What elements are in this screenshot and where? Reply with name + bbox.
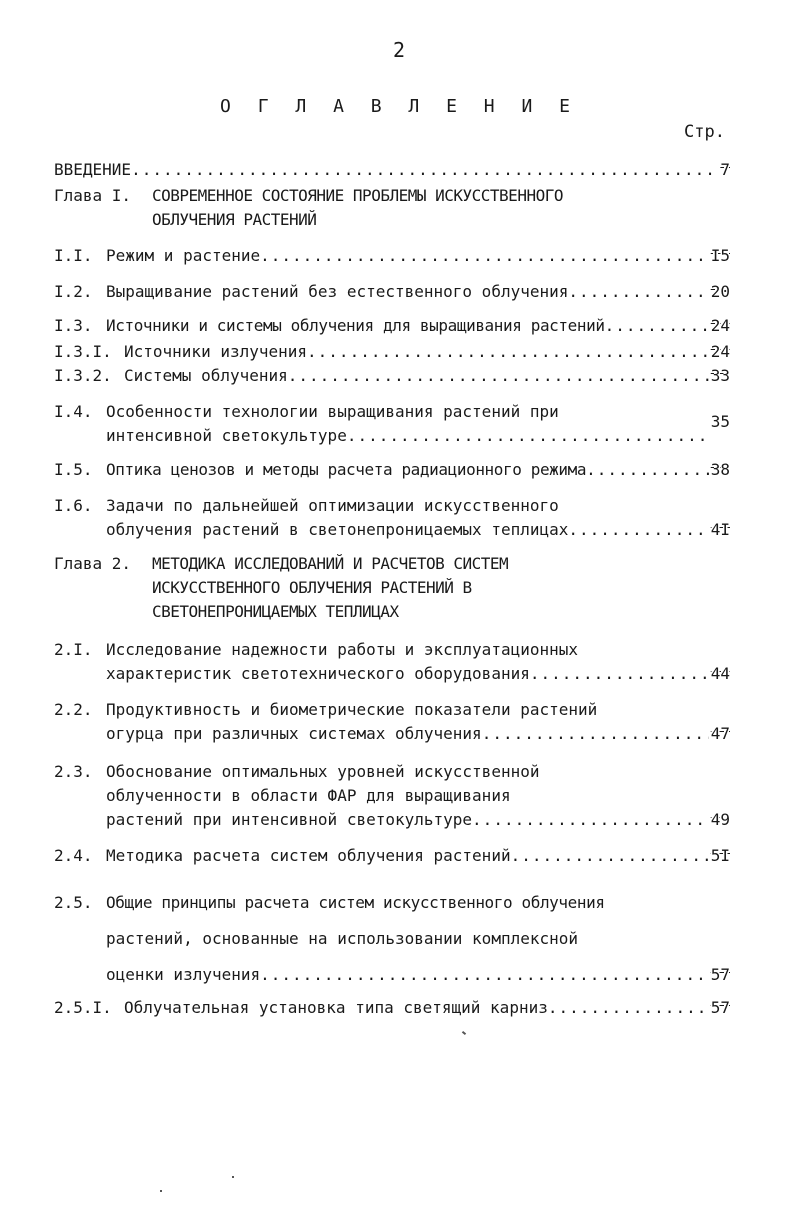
toc-entry-1-4 [54, 400, 730, 448]
entry-title: Оптика ценозов и методы расчета радиационного режима [106, 460, 587, 479]
entry-page: 24 [710, 342, 730, 361]
entry-page: 47 [710, 724, 730, 743]
toc-entry-1-3-2 [54, 364, 730, 388]
chapter-title-line: СВЕТОНЕПРОНИЦАЕМЫХ ТЕПЛИЦАХ [152, 602, 399, 621]
entry-number: 2.I. [54, 640, 93, 659]
dot-leader [307, 340, 709, 364]
entry-title-line: растений при интенсивной светокультуре [106, 810, 473, 829]
dot-leader [511, 844, 709, 868]
entry-page: 33 [710, 366, 730, 385]
scan-speck [232, 1176, 234, 1178]
entry-number: I.3. [54, 316, 93, 335]
entry-number: I.3.I. [54, 342, 112, 361]
entry-number: 2.5.I. [54, 998, 112, 1017]
entry-title: ВВЕДЕНИЕ [54, 160, 132, 179]
entry-title: Режим и растение [106, 246, 261, 265]
dot-leader [288, 364, 709, 388]
toc-entry-1-3 [54, 314, 730, 338]
entry-title: Выращивание растений без естественного облучения [106, 282, 569, 301]
entry-title: Облучательная установка типа светящий карниз [124, 998, 548, 1017]
dot-leader [605, 314, 709, 338]
entry-page: 57 [710, 998, 730, 1017]
entry-number: 2.5. [54, 893, 93, 912]
entry-title-line: интенсивной светокультуре [106, 426, 347, 445]
page-column-label: Стр. [684, 122, 725, 142]
entry-number: 2.4. [54, 846, 93, 865]
entry-title-line: облученности в области ФАР для выращивания [106, 786, 511, 805]
toc-entry-2-5 [54, 886, 730, 994]
entry-title-line: Продуктивность и биометрические показатели растений [106, 700, 598, 719]
entry-number: I.5. [54, 460, 93, 479]
chapter-number: Глава 2. [54, 554, 132, 573]
dot-leader [530, 662, 709, 686]
entry-number: 2.3. [54, 762, 93, 781]
dot-leader [568, 280, 708, 304]
toc-chapter-2 [54, 552, 730, 624]
entry-page: 57 [710, 965, 730, 984]
entry-title: Источники и системы облучения для выращивания растений [106, 316, 605, 335]
chapter-title-line: МЕТОДИКА ИССЛЕДОВАНИЙ И РАСЧЕТОВ СИСТЕМ [152, 554, 509, 573]
entry-page: 7 [720, 160, 730, 179]
dot-leader [548, 996, 709, 1020]
dot-leader [347, 424, 709, 448]
dot-leader [472, 808, 709, 832]
entry-page: 5I [710, 846, 730, 865]
entry-number: I.I. [54, 246, 93, 265]
dot-leader [586, 458, 709, 482]
entry-number: I.3.2. [54, 366, 112, 385]
entry-title-line: Общие принципы расчета систем искусственного облучения [106, 893, 605, 912]
entry-number: I.6. [54, 496, 93, 515]
dot-leader [568, 518, 708, 542]
entry-number: I.2. [54, 282, 93, 301]
toc-entry-2-2 [54, 698, 730, 746]
toc-chapter-1 [54, 184, 730, 232]
entry-page: 38 [710, 460, 730, 479]
toc-entry-2-4 [54, 844, 730, 868]
chapter-title-line: ОБЛУЧЕНИЯ РАСТЕНИЙ [152, 210, 317, 229]
entry-title-line: Исследование надежности работы и эксплуатационных [106, 640, 579, 659]
toc-entry-1-5 [54, 458, 730, 482]
entry-number: I.4. [54, 402, 93, 421]
entry-title: Системы облучения [124, 366, 288, 385]
toc-entry-2-3 [54, 760, 730, 832]
toc-entry-1-1 [54, 244, 730, 268]
toc-entry-2-1 [54, 638, 730, 686]
entry-title-line: Особенности технологии выращивания растений при [106, 402, 559, 421]
entry-page: I5 [710, 246, 730, 265]
dot-leader [131, 158, 718, 182]
entry-title-line: облучения растений в светонепроницаемых теплицах [106, 520, 569, 539]
entry-title-line: Задачи по дальнейшей оптимизации искусственного [106, 496, 559, 515]
entry-page: 49 [710, 810, 730, 829]
toc-entry-1-6 [54, 494, 730, 542]
entry-title: Методика расчета систем облучения растений [106, 846, 511, 865]
toc-entry-1-3-1 [54, 340, 730, 364]
entry-title-line: растений, основанные на использовании комплексной [106, 929, 579, 948]
entry-page: 44 [710, 664, 730, 683]
entry-page: 24 [710, 316, 730, 335]
chapter-number: Глава I. [54, 186, 132, 205]
dot-leader [482, 722, 709, 746]
entry-title: Источники излучения [124, 342, 308, 361]
entry-title-line: огурца при различных системах облучения [106, 724, 482, 743]
toc-entry-intro [54, 158, 730, 182]
scan-speck [462, 1031, 466, 1035]
entry-page: 4I [710, 520, 730, 539]
chapter-title-line: СОВРЕМЕННОЕ СОСТОЯНИЕ ПРОБЛЕМЫ ИСКУССТВЕННОГО [152, 186, 563, 205]
entry-title-line: Обоснование оптимальных уровней искусственной [106, 762, 540, 781]
page-number: 2 [392, 38, 406, 62]
entry-number: 2.2. [54, 700, 93, 719]
entry-page: 20 [710, 282, 730, 301]
dot-leader [260, 958, 709, 992]
entry-title-line: характеристик светотехнического оборудования [106, 664, 530, 683]
chapter-title-line: ИСКУССТВЕННОГО ОБЛУЧЕНИЯ РАСТЕНИЙ В [152, 578, 472, 597]
entry-title-line: оценки излучения [106, 965, 261, 984]
toc-title: О Г Л А В Л Е Н И Е [220, 96, 578, 117]
toc-entry-2-5-1 [54, 996, 730, 1020]
scan-speck [160, 1190, 162, 1192]
dot-leader [260, 244, 709, 268]
toc-entry-1-2 [54, 280, 730, 304]
entry-page: 35 [710, 412, 730, 431]
